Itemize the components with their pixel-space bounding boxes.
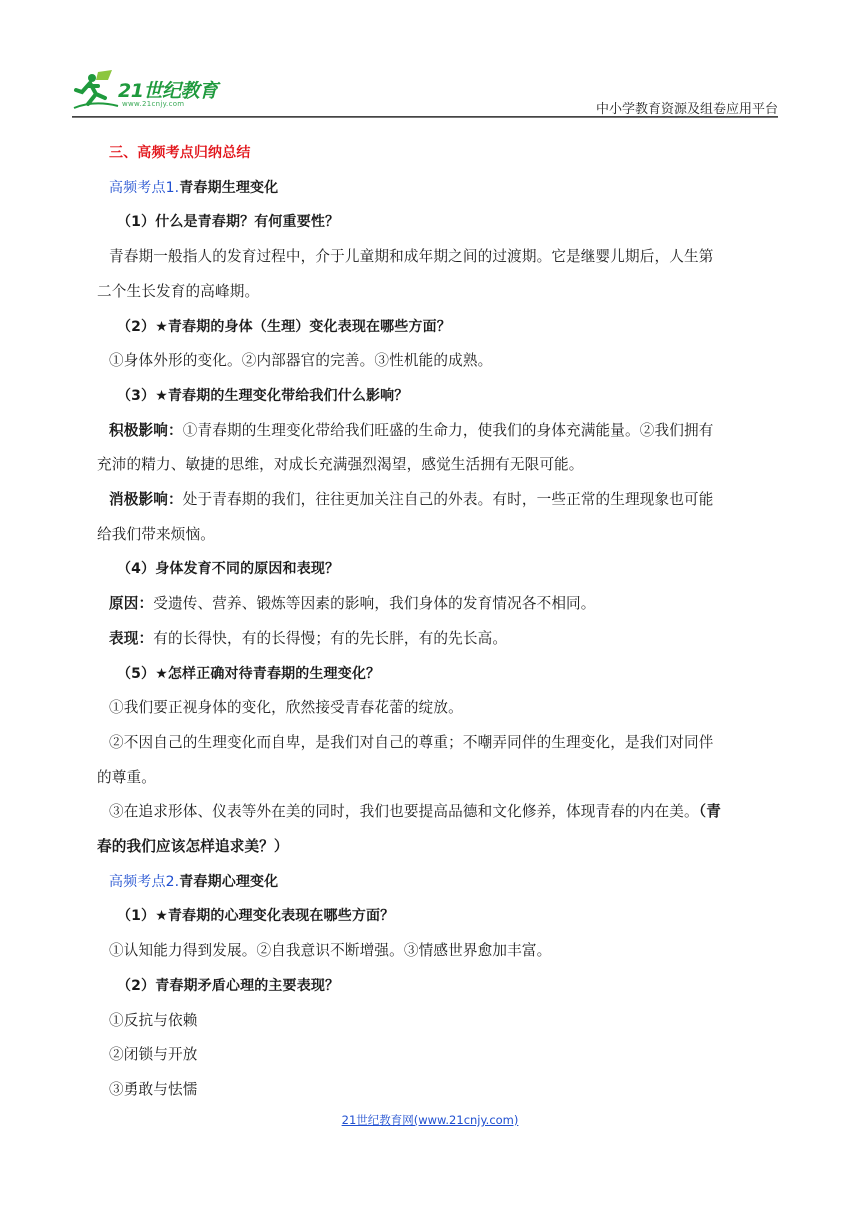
document-body — [97, 136, 781, 1108]
topic-1-label: 高频考点 — [109, 179, 166, 196]
topic-1-answer-5-item-1: ①我们要正视身体的变化，欣然接受青春花蕾的绽放。 — [109, 699, 463, 717]
negative-effect-text: 处于青春期的我们，往往更加关注自己的外表。有时，一些正常的生理现象也可能 — [182, 491, 714, 509]
topic-1-answer-2: ①身体外形的变化。②内部器官的完善。③性机能的成熟。 — [109, 352, 493, 370]
topic-2-answer-1: ①认知能力得到发展。②自我意识不断增强。③情感世界愈加丰富。 — [109, 942, 552, 960]
topic-1-question-3: （3）★青春期的生理变化带给我们什么影响？ — [117, 387, 409, 404]
reason-label: 原因： — [109, 595, 154, 613]
topic-2-title: 青春期心理变化 — [179, 873, 279, 890]
negative-effect-line-1 — [109, 483, 781, 518]
logo-text: 21世纪教育 — [118, 80, 218, 102]
manifestation-line — [109, 622, 781, 657]
reason-line — [109, 587, 781, 622]
answer-5-item-3-bold: （青 — [698, 803, 721, 821]
list-item: ③勇敢与怯懦 — [109, 1080, 198, 1098]
positive-effect-label: 积极影响： — [109, 421, 183, 439]
topic-1-answer-1-line-2: 二个生长发育的高峰期。 — [97, 282, 260, 300]
topic-2-heading — [109, 865, 781, 900]
topic-1-question-2: （2）★青春期的身体（生理）变化表现在哪些方面？ — [117, 318, 451, 335]
section-title: 三、高频考点归纳总结 — [109, 145, 251, 161]
positive-effect-line-2: 充沛的精力、敏捷的思维，对成长充满强烈渴望，感觉生活拥有无限可能。 — [97, 456, 584, 474]
footer-link[interactable]: 21世纪教育网(www.21cnjy.com) — [341, 1113, 519, 1127]
topic-1-question-1: （1）什么是青春期？有何重要性？ — [117, 214, 340, 231]
topic-1-heading — [109, 171, 781, 206]
topic-1-answer-5-item-2-line-2: 的尊重。 — [97, 768, 156, 786]
topic-1-answer-1-line-1: 青春期一般指人的发育过程中，介于儿童期和成年期之间的过渡期。它是继婴儿期后，人生第 — [109, 248, 714, 266]
topic-1-question-4: （4）身体发育不同的原因和表现？ — [117, 561, 340, 578]
positive-effect-text: ①青春期的生理变化带给我们旺盛的生命力，使我们的身体充满能量。②我们拥有 — [182, 421, 714, 439]
topic-1-answer-5-item-3-line-1 — [109, 795, 781, 830]
manifestation-label: 表现： — [109, 629, 154, 647]
list-item: ①反抗与依赖 — [109, 1011, 198, 1029]
topic-1-answer-5-item-2-line-1: ②不因自己的生理变化而自卑，是我们对自己的尊重；不嘲弄同伴的生理变化，是我们对同伴 — [109, 733, 714, 751]
negative-effect-line-2: 给我们带来烦恼。 — [97, 525, 215, 543]
topic-1-question-5: （5）★怎样正确对待青春期的生理变化？ — [117, 665, 381, 682]
topic-2-question-2: （2）青春期矛盾心理的主要表现？ — [117, 977, 340, 994]
positive-effect-line-1 — [109, 414, 781, 449]
reason-text: 受遗传、营养、锻炼等因素的影响，我们身体的发育情况各不相同。 — [153, 595, 596, 613]
topic-2-question-1: （1）★青春期的心理变化表现在哪些方面？ — [117, 908, 395, 925]
negative-effect-label: 消极影响： — [109, 491, 183, 509]
topic-1-number: 1. — [165, 179, 180, 196]
header-divider — [72, 116, 778, 118]
site-logo[interactable] — [72, 68, 272, 116]
list-item: ②闭锁与开放 — [109, 1046, 198, 1064]
topic-2-number: 2. — [165, 873, 180, 890]
answer-5-item-3-text: ③在追求形体、仪表等外在美的同时，我们也要提高品德和文化修养，体现青春的内在美。 — [109, 803, 699, 821]
header-tagline: 中小学教育资源及组卷应用平台 — [595, 102, 778, 117]
topic-1-answer-5-item-3-line-2: 春的我们应该怎样追求美？） — [97, 838, 289, 856]
logo-url: www.21cnjy.com — [122, 100, 185, 108]
topic-1-title: 青春期生理变化 — [179, 179, 279, 196]
page-header — [72, 68, 778, 116]
runner-logo-icon — [72, 68, 120, 114]
topic-2-label: 高频考点 — [109, 873, 166, 890]
manifestation-text: 有的长得快，有的长得慢；有的先长胖，有的先长高。 — [153, 629, 508, 647]
